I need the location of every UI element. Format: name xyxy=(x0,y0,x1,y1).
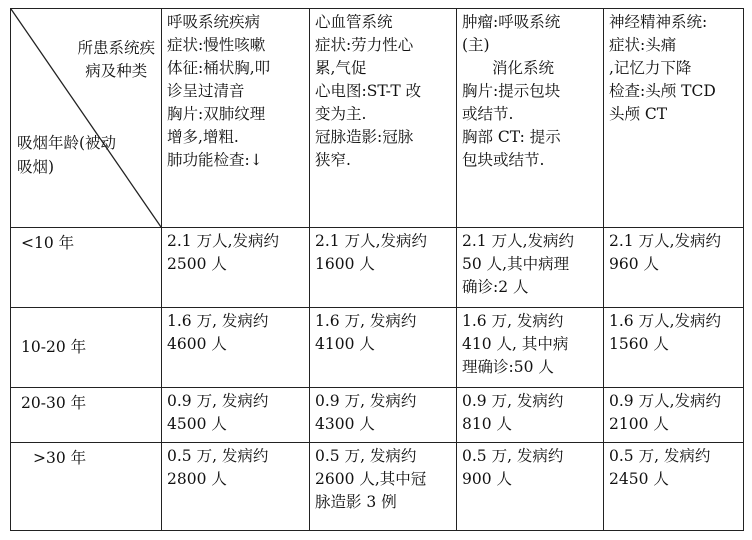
header-line: 消化系统 xyxy=(492,59,555,77)
cell-line: 确诊:2 人 xyxy=(462,278,529,296)
header-line: (主) xyxy=(462,36,490,54)
cell-line: 4500 人 xyxy=(167,415,227,433)
header-line: 增多,增粗. xyxy=(167,128,239,146)
corner-header-cell xyxy=(11,9,162,228)
corner-top-label xyxy=(77,37,155,83)
table-row xyxy=(11,308,744,388)
table-cell xyxy=(162,443,310,531)
table-cell xyxy=(457,388,604,443)
header-line: 诊呈过清音 xyxy=(167,82,245,100)
cell-line: 410 人, 其中病 xyxy=(462,335,569,353)
header-line: 胸部 CT: 提示 xyxy=(462,128,561,146)
header-line: 心电图:ST-T 改 xyxy=(315,82,422,100)
header-line: 包块或结节. xyxy=(462,151,545,169)
cell-line: 2.1 万人,发病约 xyxy=(462,232,575,250)
cell-line: 0.9 万, 发病约 xyxy=(315,392,417,410)
cell-line: 2.1 万人,发病约 xyxy=(609,232,722,250)
header-line: 累,气促 xyxy=(315,59,367,77)
cell-line: 2450 人 xyxy=(609,470,669,488)
cell-line: 810 人 xyxy=(462,415,513,433)
cell-line: 4300 人 xyxy=(315,415,375,433)
header-line: 肺功能检查:↓ xyxy=(167,151,263,169)
header-line: 神经精神系统: xyxy=(609,13,708,31)
column-header-tumor xyxy=(457,9,604,228)
corner-bottom-line: 吸烟) xyxy=(17,158,55,176)
table-row xyxy=(11,443,744,531)
table-cell xyxy=(310,388,457,443)
column-header-cardiovascular xyxy=(310,9,457,228)
cell-line: 脉造影 3 例 xyxy=(315,493,397,511)
cell-line: 0.5 万, 发病约 xyxy=(315,447,417,465)
corner-bottom-line: 吸烟年龄(被动 xyxy=(17,134,117,152)
column-header-respiratory xyxy=(162,9,310,228)
header-line: 症状:头痛 xyxy=(609,36,677,54)
corner-top-line: 病及种类 xyxy=(85,62,148,80)
table-cell xyxy=(310,308,457,388)
cell-line: 1.6 万人,发病约 xyxy=(609,312,722,330)
header-line: 症状:慢性咳嗽 xyxy=(167,36,266,54)
header-line: 呼吸系统疾病 xyxy=(167,13,261,31)
row-label: >30 年 xyxy=(11,443,162,531)
cell-line: 0.5 万, 发病约 xyxy=(609,447,711,465)
cell-line: 1600 人 xyxy=(315,255,375,273)
table-cell xyxy=(310,443,457,531)
table-row xyxy=(11,228,744,308)
header-line: 冠脉造影:冠脉 xyxy=(315,128,414,146)
table-cell xyxy=(604,443,744,531)
header-line: 症状:劳力性心 xyxy=(315,36,414,54)
cell-line: 2800 人 xyxy=(167,470,227,488)
header-line: 心血管系统 xyxy=(315,13,393,31)
header-line: 检查:头颅 TCD xyxy=(609,82,716,100)
table-cell xyxy=(162,228,310,308)
corner-top-line: 所患系统疾 xyxy=(77,39,155,57)
table-cell xyxy=(457,228,604,308)
header-line: 体征:桶状胸,叩 xyxy=(167,59,271,77)
table-cell xyxy=(604,388,744,443)
header-line: 变为主. xyxy=(315,105,367,123)
cell-line: 2.1 万人,发病约 xyxy=(167,232,280,250)
column-header-neuro xyxy=(604,9,744,228)
row-label: 10-20 年 xyxy=(11,308,162,388)
cell-line: 2100 人 xyxy=(609,415,669,433)
cell-line: 900 人 xyxy=(462,470,513,488)
header-line: 胸片:提示包块 xyxy=(462,82,561,100)
cell-line: 4100 人 xyxy=(315,335,375,353)
row-label: 20-30 年 xyxy=(11,388,162,443)
cell-line: 0.5 万, 发病约 xyxy=(462,447,564,465)
cell-line: 2500 人 xyxy=(167,255,227,273)
table-cell xyxy=(162,308,310,388)
corner-bottom-label xyxy=(17,131,116,179)
cell-line: 0.9 万人,发病约 xyxy=(609,392,722,410)
header-line: ,记忆力下降 xyxy=(609,59,692,77)
cell-line: 960 人 xyxy=(609,255,660,273)
header-line: 头颅 CT xyxy=(609,105,668,123)
cell-line: 1.6 万, 发病约 xyxy=(167,312,269,330)
cell-line: 理确诊:50 人 xyxy=(462,358,554,376)
header-line: 肿瘤:呼吸系统 xyxy=(462,13,561,31)
cell-line: 0.5 万, 发病约 xyxy=(167,447,269,465)
data-table xyxy=(10,8,744,531)
table-row xyxy=(11,388,744,443)
cell-line: 4600 人 xyxy=(167,335,227,353)
header-line: 胸片:双肺纹理 xyxy=(167,105,266,123)
table-cell xyxy=(457,308,604,388)
cell-line: 2600 人,其中冠 xyxy=(315,470,427,488)
cell-line: 1.6 万, 发病约 xyxy=(315,312,417,330)
header-line: 狭窄. xyxy=(315,151,351,169)
table-cell xyxy=(162,388,310,443)
header-row xyxy=(11,9,744,228)
cell-line: 1.6 万, 发病约 xyxy=(462,312,564,330)
cell-line: 1560 人 xyxy=(609,335,669,353)
cell-line: 0.9 万, 发病约 xyxy=(167,392,269,410)
table-cell xyxy=(604,228,744,308)
header-line: 或结节. xyxy=(462,105,514,123)
cell-line: 2.1 万人,发病约 xyxy=(315,232,428,250)
cell-line: 0.9 万, 发病约 xyxy=(462,392,564,410)
row-label: <10 年 xyxy=(11,228,162,308)
table-cell xyxy=(457,443,604,531)
table-cell xyxy=(604,308,744,388)
cell-line: 50 人,其中病理 xyxy=(462,255,570,273)
table-cell xyxy=(310,228,457,308)
